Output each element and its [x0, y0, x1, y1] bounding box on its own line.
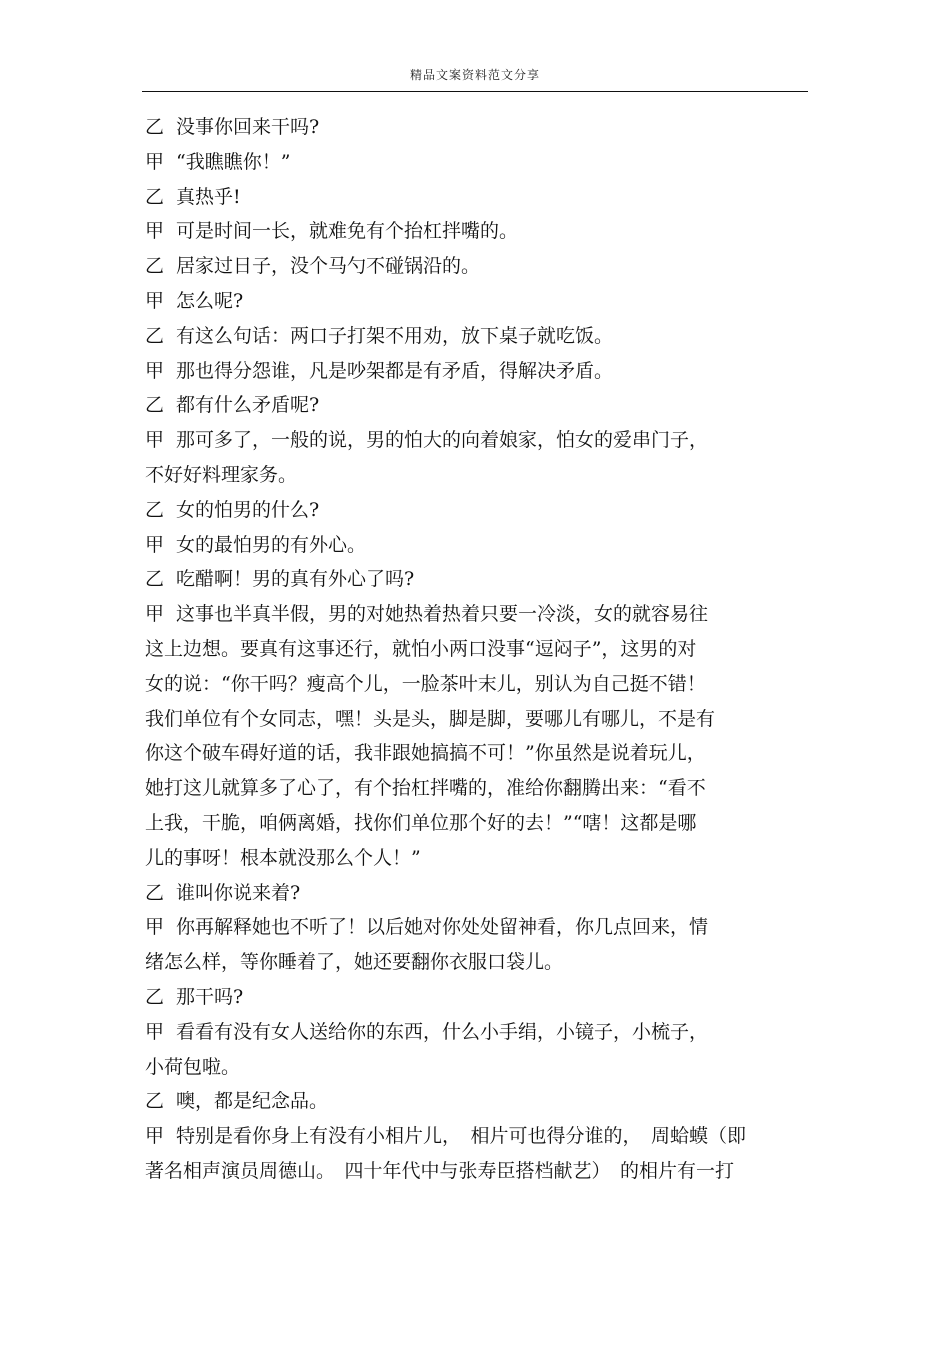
dialogue-line: [145, 1084, 815, 1119]
line-text: 没事你回来干吗?: [176, 116, 320, 138]
dialogue-line: [145, 841, 815, 876]
line-text: 女的说：“你干吗？瘦高个儿，一脸茶叶末儿，别认为自己挺不错！: [145, 672, 706, 695]
dialogue-line: [145, 597, 815, 632]
line-text: 绪怎么样，等你睡着了，她还要翻你衣服口袋儿。: [145, 951, 564, 974]
line-text: 这事也半真半假，男的对她热着热着只要一冷淡，女的就容易往: [176, 603, 709, 626]
dialogue-line: [145, 319, 815, 354]
dialogue-line: [145, 423, 815, 458]
line-text: 不好好料理家务。: [145, 463, 298, 486]
speaker-label: 乙: [145, 881, 165, 904]
dialogue-line: [145, 180, 815, 215]
dialogue-line: [145, 145, 815, 180]
dialogue-line: [145, 910, 815, 945]
speaker-label: 乙: [145, 498, 165, 521]
dialogue-line: [145, 562, 815, 597]
line-text: 谁叫你说来着?: [176, 881, 301, 904]
dialogue-line: [145, 528, 815, 563]
speaker-label: 乙: [145, 255, 165, 278]
line-text: 那也得分怨谁，凡是吵架都是有矛盾，得解决矛盾。: [176, 359, 614, 382]
line-text: 居家过日子，没个马勺不碰锅沿的。: [176, 255, 481, 278]
line-text: 儿的事呀！根本就没那么个人！”: [145, 846, 421, 869]
line-text: 你再解释她也不听了！以后她对你处处留神看，你几点回来，情: [176, 916, 709, 939]
line-text: “我瞧瞧你！”: [176, 150, 291, 173]
dialogue-line: [145, 354, 815, 389]
speaker-label: 乙: [145, 324, 165, 347]
dialogue-line: [145, 736, 815, 771]
speaker-label: 甲: [145, 916, 165, 939]
dialogue-line: [145, 284, 815, 319]
speaker-label: 甲: [145, 220, 165, 243]
line-text: 女的最怕男的有外心。: [176, 533, 367, 556]
speaker-label: 甲: [145, 289, 165, 312]
speaker-label: 甲: [145, 533, 165, 556]
speaker-label: 乙: [145, 116, 165, 138]
line-text: 小荷包啦。: [145, 1055, 241, 1078]
line-text: 她打这儿就算多了心了，有个抬杠拌嘴的，准给你翻腾出来：“看不: [145, 777, 706, 800]
speaker-label: 乙: [145, 394, 165, 417]
dialogue-body: [145, 110, 815, 1189]
speaker-label: 甲: [145, 1020, 165, 1043]
dialogue-line: [145, 388, 815, 423]
line-text: 吃醋啊！男的真有外心了吗?: [176, 568, 415, 591]
speaker-label: 甲: [145, 1125, 165, 1148]
dialogue-line: [145, 702, 815, 737]
dialogue-line: [145, 1154, 815, 1189]
dialogue-line: [145, 945, 815, 980]
dialogue-line: [145, 1015, 815, 1050]
dialogue-line: [145, 214, 815, 249]
dialogue-line: [145, 493, 815, 528]
dialogue-line: [145, 110, 815, 145]
dialogue-line: [145, 249, 815, 284]
dialogue-line: [145, 771, 815, 806]
dialogue-line: [145, 458, 815, 493]
dialogue-line: [145, 632, 815, 667]
header-rule: [142, 91, 808, 92]
line-text: 可是时间一长，就难免有个抬杠拌嘴的。: [176, 220, 519, 243]
line-text: 那可多了，一般的说，男的怕大的向着娘家，怕女的爱串门子，: [176, 429, 709, 452]
dialogue-line: [145, 806, 815, 841]
line-text: 女的怕男的什么?: [176, 498, 320, 521]
line-text: 这上边想。要真有这事还行，就怕小两口没事“逗闷子”，这男的对: [145, 637, 697, 660]
line-text: 我们单位有个女同志，嘿！头是头，脚是脚，要哪儿有哪儿，不是有: [145, 707, 716, 730]
line-text: 著名相声演员周德山。 四十年代中与张寿臣搭档献艺） 的相片有一打: [145, 1159, 735, 1182]
speaker-label: 乙: [145, 568, 165, 591]
speaker-label: 甲: [145, 359, 165, 382]
speaker-label: 甲: [145, 603, 165, 626]
dialogue-line: [145, 1119, 815, 1154]
line-text: 噢，都是纪念品。: [176, 1090, 329, 1113]
speaker-label: 甲: [145, 150, 165, 173]
dialogue-line: [145, 1050, 815, 1085]
speaker-label: 乙: [145, 185, 165, 208]
line-text: 特别是看你身上有没有小相片儿， 相片可也得分谁的， 周蛤蟆（即: [176, 1125, 747, 1148]
dialogue-line: [145, 667, 815, 702]
line-text: 看看有没有女人送给你的东西，什么小手绢，小镜子，小梳子，: [176, 1020, 709, 1043]
page-header: 精品文案资料范文分享: [409, 68, 540, 82]
line-text: 有这么句话：两口子打架不用劝，放下桌子就吃饭。: [176, 324, 614, 347]
speaker-label: 乙: [145, 985, 165, 1008]
line-text: 真热乎!: [176, 185, 241, 208]
speaker-label: 甲: [145, 429, 165, 452]
line-text: 怎么呢?: [176, 289, 244, 312]
line-text: 你这个破车碍好道的话，我非跟她搞搞不可！”你虽然是说着玩儿，: [145, 742, 706, 765]
line-text: 都有什么矛盾呢?: [176, 394, 320, 417]
dialogue-line: [145, 876, 815, 911]
speaker-label: 乙: [145, 1090, 165, 1113]
line-text: 上我，干脆，咱俩离婚，找你们单位那个好的去！”“嗐！这都是哪: [145, 811, 697, 834]
dialogue-line: [145, 980, 815, 1015]
line-text: 那干吗?: [176, 985, 244, 1008]
